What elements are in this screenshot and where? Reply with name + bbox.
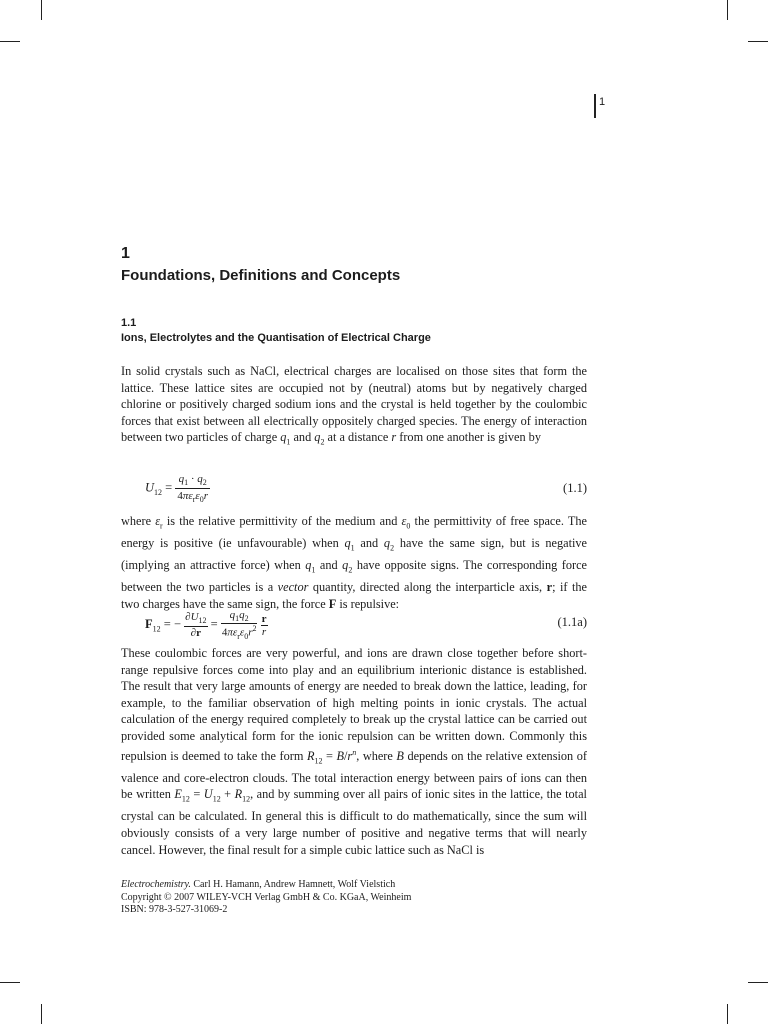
footer-copyright: Copyright © 2007 WILEY-VCH Verlag GmbH & Co. KGaA, Weinheim: [121, 891, 412, 903]
book-title: Electrochemistry.: [121, 879, 191, 890]
footer-citation: [121, 879, 411, 892]
crop-mark: [0, 982, 20, 983]
chapter-number: 1: [121, 245, 130, 262]
crop-mark: [0, 41, 20, 42]
equation-1-1-number: (1.1): [563, 481, 587, 495]
chapter-title: Foundations, Definitions and Concepts: [121, 267, 401, 284]
crop-mark: [41, 1004, 42, 1024]
crop-mark: [41, 0, 42, 20]
footer-isbn: ISBN: 978-3-527-31069-2: [121, 904, 228, 916]
page-number: 1: [599, 96, 606, 108]
section-title: Ions, Electrolytes and the Quantisation of Electrical Charge: [121, 332, 431, 344]
paragraph-3: These coulombic forces are very powerful, and ions are drawn close together before short-range repulsive forces come into play and an equilibrium interionic distance is established. The result that very large amounts of energy are needed to break down the lattice, leading, for example, to the familiar observation of high melting points in ionic crystals. The actual calculation of the energy required completely to break up the crystal lattice can be carried out provided some analytical form for the ionic repulsion can be written down. Commonly this repulsion is deemed to take the form $R_{12} = B/r^n$, where B depends on the relative extension of valence and core-electron clouds. The total interaction energy between pairs of ions can then be written $E_{12} = U_{12} + R_{12}$, and by summing over all pairs of ionic sites in the lattice, the total crystal can be calculated. In general this is difficult to do mathematically, since the sum will obviously consists of a very large number of positive and negative terms that will nearly cancel. However, the final result for a simple cubic lattice such as NaCl is: [121, 646, 587, 857]
crop-mark: [748, 982, 768, 983]
paragraph-2: where $\varepsilon_r$ is the relative permittivity of the medium and $\varepsilon_0$ the permittivity of free space. The energy is positive (ie unfavourable) when $q_1$ and $q_2$ have the same sign, but is negative (implying an attractive force) when $q_1$ and $q_2$ have opposite signs. The corresponding force between the two particles is a vector quantity, directed along the interparticle axis, r; if the two charges have the same sign, the force F is repulsive:: [121, 514, 588, 611]
crop-mark: [748, 41, 768, 42]
crop-mark: [727, 1004, 728, 1024]
book-authors: Carl H. Hamann, Andrew Hamnett, Wolf Vielstich: [190, 879, 396, 890]
equation-1-1a-number: (1.1a): [557, 615, 587, 629]
section-number: 1.1: [121, 317, 137, 329]
crop-mark: [727, 0, 728, 20]
footer: [121, 879, 411, 917]
equation-1-1: $U_{12}$ = $\frac{q_1 \cdot q_2}{4\pi\varepsilon_r\varepsilon_0r}$: [145, 473, 208, 505]
page-marker-bar: [594, 94, 596, 118]
paragraph-1: In solid crystals such as NaCl, electrical charges are localised on those sites that form the lattice. These lattice sites are occupied not by (neutral) atoms but by negatively charged chlorine or positively charged sodium ions and the crystal is held together by the coulombic forces that exist between all electrically oppositely charged species. The energy of interaction between two particles of charge $q_1$ and $q_2$ at a distance r from one another is given by: [121, 364, 587, 447]
equation-1-1a: $F_{12}$ = − $\frac{\partial U_{12}}{\partial r}$ = $\frac{q_1q_2}{4\pi\varepsilon_r\varepsilon_0r^2}$ $\frac{r}{r}$: [145, 609, 267, 642]
